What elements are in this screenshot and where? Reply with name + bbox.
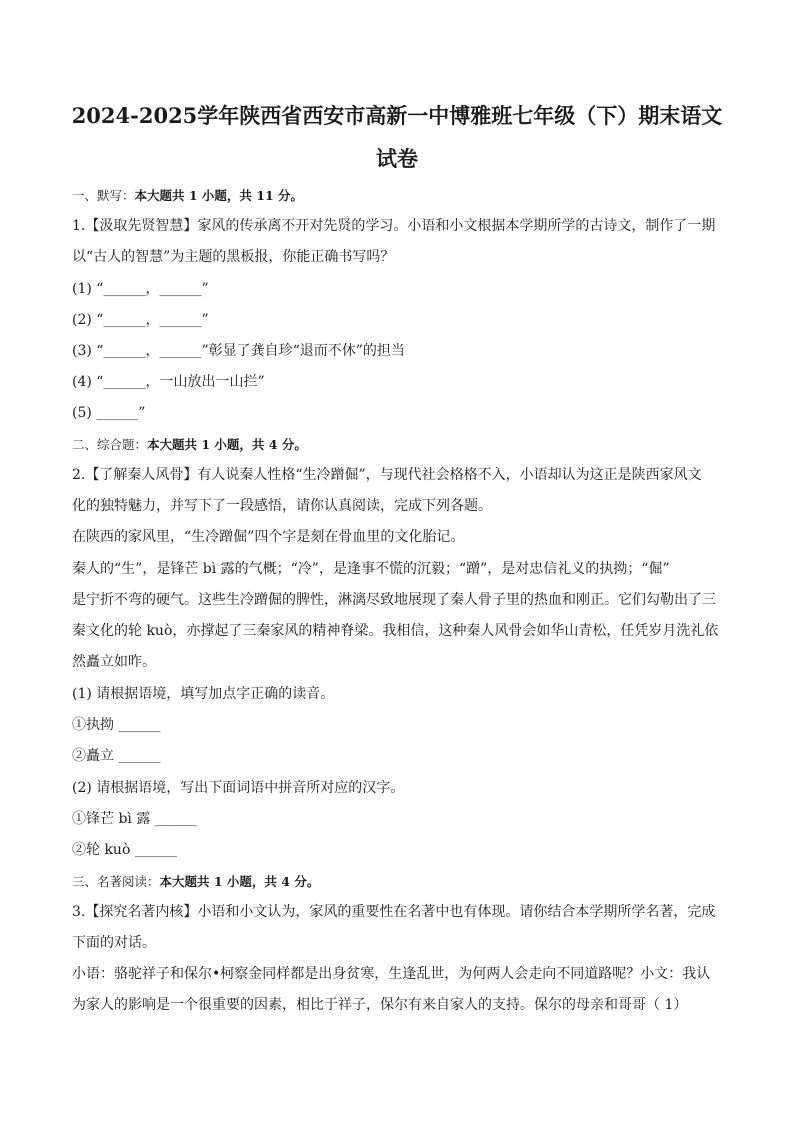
q1-item-2: (2) “______，______” bbox=[72, 312, 209, 328]
q1-item-5: (5) ______” bbox=[72, 405, 146, 421]
section-2-desc: 本大题共 1 小题，共 4 分。 bbox=[147, 437, 307, 452]
section-2-name: 二、综合题： bbox=[72, 437, 148, 452]
q1-text-line-1: 1.【汲取先贤智慧】家风的传承离不开对先贤的学习。小语和小文根据本学期所学的古诗文，制作了一期 bbox=[72, 218, 716, 234]
exam-title-line-1: 2024-2025学年陕西省西安市高新一中博雅班七年级（下）期末语文 bbox=[71, 103, 723, 128]
q3-text-line-1: 3.【探究名著内核】小语和小文认为，家风的重要性在名著中也有体现。请你结合本学期所学名著，完成 bbox=[72, 904, 716, 920]
q1-text-line-2: 以“古人的智慧”为主题的黑板报，你能正确书写吗？ bbox=[72, 249, 395, 265]
q2-passage-para-2-line-4: 然矗立如昨。 bbox=[72, 654, 156, 670]
q3-dialogue-line-1: 小语：骆驼祥子和保尔•柯察金同样都是出身贫寒，生逢乱世，为何两人会走向不同道路呢？小文：我认 bbox=[72, 966, 711, 982]
exam-title-line-2: 试卷 bbox=[376, 146, 418, 171]
section-3-header bbox=[72, 873, 722, 891]
q2-passage-para-1: 在陕西的家风里，“生冷蹭倔”四个字是刻在骨血里的文化胎记。 bbox=[72, 529, 465, 545]
q3-dialogue-line-2: 为家人的影响是一个很重要的因素，相比于祥子，保尔有来自家人的支持。保尔的母亲和哥哥（ 1） bbox=[72, 997, 688, 1013]
q2-passage-para-2-line-1: 秦人的“生”，是锋芒 bì 露的气概；“冷”，是逢事不慌的沉毅；“蹭”，是对忠信礼义的执拗；“倔” bbox=[72, 561, 670, 577]
q2-sub-question-1-a: ①执拗 ______ bbox=[72, 717, 161, 733]
q2-passage-para-2-line-2: 是宁折不弯的硬气。这些生冷蹭倔的脾性，淋漓尽致地展现了秦人骨子里的热血和刚正。它们勾勒出了三 bbox=[72, 592, 716, 608]
section-1-name: 一、默写： bbox=[72, 188, 135, 203]
section-2-header bbox=[72, 436, 722, 454]
q2-sub-question-1-b: ②矗立 ______ bbox=[72, 748, 161, 764]
q2-sub-question-2-a: ①锋芒 bì 露 ______ bbox=[72, 811, 197, 827]
section-3-name: 三、名著阅读： bbox=[72, 874, 160, 889]
q1-item-3: (3) “______，______”彰显了龚自珍“退而不休”的担当 bbox=[72, 343, 405, 359]
q3-text-line-2: 下面的对话。 bbox=[72, 935, 156, 951]
q1-item-4: (4) “______，一山放出一山拦” bbox=[72, 374, 265, 390]
q1-item-1: (1) “______，______” bbox=[72, 281, 209, 297]
section-1-header bbox=[72, 187, 722, 205]
q2-text-line-2: 化的独特魅力，并写下了一段感悟，请你认真阅读，完成下列各题。 bbox=[72, 498, 492, 514]
q2-sub-question-1: (1) 请根据语境，填写加点字正确的读音。 bbox=[72, 686, 335, 702]
q2-sub-question-2-b: ②轮 kuò ______ bbox=[72, 842, 177, 858]
section-1-desc: 本大题共 1 小题，共 11 分。 bbox=[134, 188, 304, 203]
section-3-desc: 本大题共 1 小题，共 4 分。 bbox=[159, 874, 320, 889]
q2-sub-question-2: (2) 请根据语境，写出下面词语中拼音所对应的汉字。 bbox=[72, 780, 405, 796]
q2-text-line-1: 2.【了解秦人风骨】有人说秦人性格“生冷蹭倔”，与现代社会格格不入，小语却认为这正是陕西家风文 bbox=[72, 467, 702, 483]
q2-passage-para-2-line-3: 秦文化的轮 kuò，亦撑起了三秦家风的精神脊梁。我相信，这种秦人风骨会如华山青松，任凭岁月洗礼依 bbox=[72, 623, 719, 639]
